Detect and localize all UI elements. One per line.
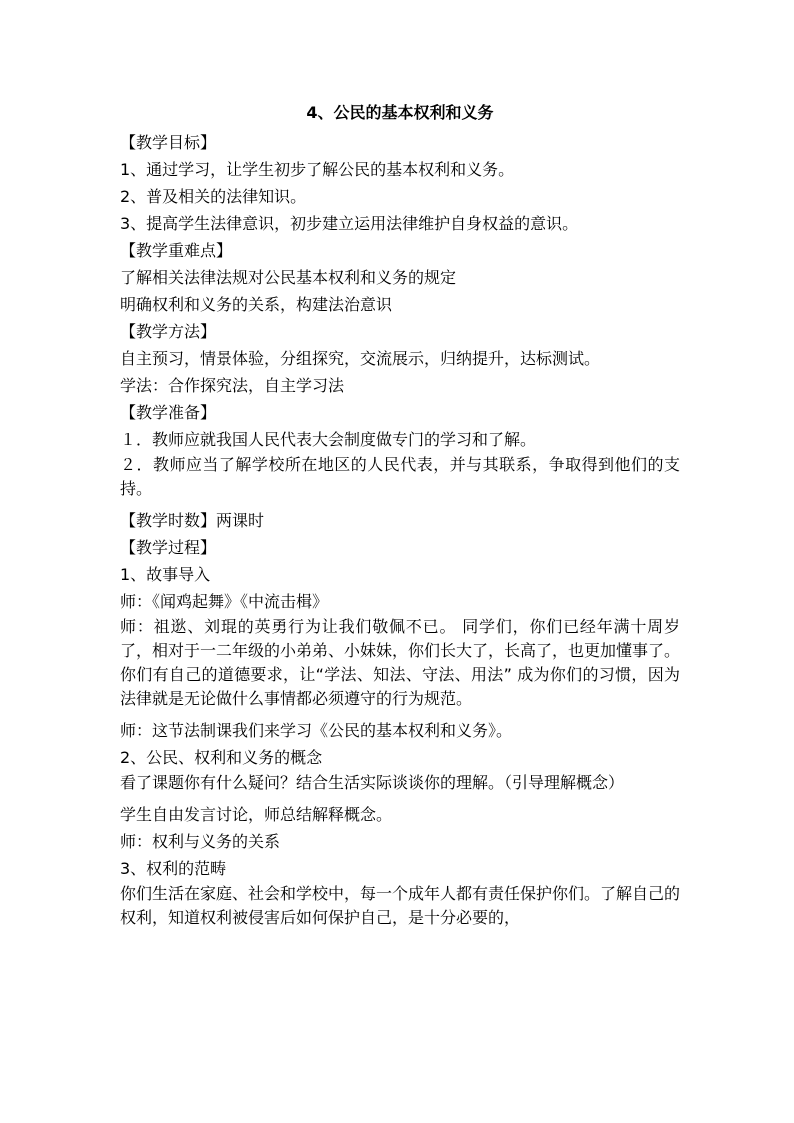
teacher-paragraph: 师：祖逖、刘琨的英勇行为让我们敬佩不已。 同学们，你们已经年满十周岁了，相对于一二年级的小弟弟、小妹妹，你们长大了，长高了，也更加懂事了。你们有自己的道德要求，让“学法、知法、守法、用法” 成为你们的习惯，因为法律就是无论做什么事情都必须遵守的行为规范。	[120, 617, 681, 708]
key-point-item: 明确权利和义务的关系，构建法治意识	[120, 295, 393, 314]
methods-heading: 【教学方法】	[120, 322, 217, 341]
process-heading: 【教学过程】	[120, 538, 217, 557]
document-title: 4、公民的基本权利和义务	[306, 103, 494, 122]
teacher-line: 师：权利与义务的关系	[120, 832, 281, 851]
question-paragraph: 看了课题你有什么疑问？结合生活实际谈谈你的理解。（引导理解概念）	[120, 773, 625, 792]
document-content	[120, 99, 680, 936]
process-step: 3、权利的范畴	[120, 859, 227, 878]
key-point-item: 了解相关法律法规对公民基本权利和义务的规定	[120, 268, 457, 287]
teacher-line: 师：这节法制课我们来学习《公民的基本权利和义务》。	[120, 721, 513, 740]
key-points-heading: 【教学重难点】	[120, 241, 233, 260]
method-item: 自主预习，情景体验，分组探究，交流展示，归纳提升，达标测试。	[120, 349, 601, 368]
teacher-line: 师：《闻鸡起舞》《中流击楫》	[120, 592, 329, 611]
process-step: 1、故事导入	[120, 565, 211, 584]
goal-item: 2、普及相关的法律知识。	[120, 187, 307, 206]
prep-item: １．教师应就我国人民代表大会制度做专门的学习和了解。	[120, 430, 537, 449]
process-step: 2、公民、权利和义务的概念	[120, 748, 323, 767]
prep-item: ２．教师应当了解学校所在地区的人民代表，并与其联系，争取得到他们的支持。	[120, 455, 680, 498]
prep-heading: 【教学准备】	[120, 403, 217, 422]
goal-item: 3、提高学生法律意识，初步建立运用法律维护自身权益的意识。	[120, 214, 579, 233]
discussion-line: 学生自由发言讨论，师总结解释概念。	[120, 805, 393, 824]
method-item: 学法：合作探究法，自主学习法	[120, 376, 345, 395]
rights-paragraph: 你们生活在家庭、社会和学校中，每一个成年人都有责任保护你们。了解自己的权利，知道权利被侵害后如何保护自己，是十分必要的，	[120, 884, 681, 927]
goals-heading: 【教学目标】	[120, 133, 217, 152]
hours-line: 【教学时数】两课时	[120, 511, 265, 530]
goal-item: 1、通过学习，让学生初步了解公民的基本权利和义务。	[120, 160, 515, 179]
